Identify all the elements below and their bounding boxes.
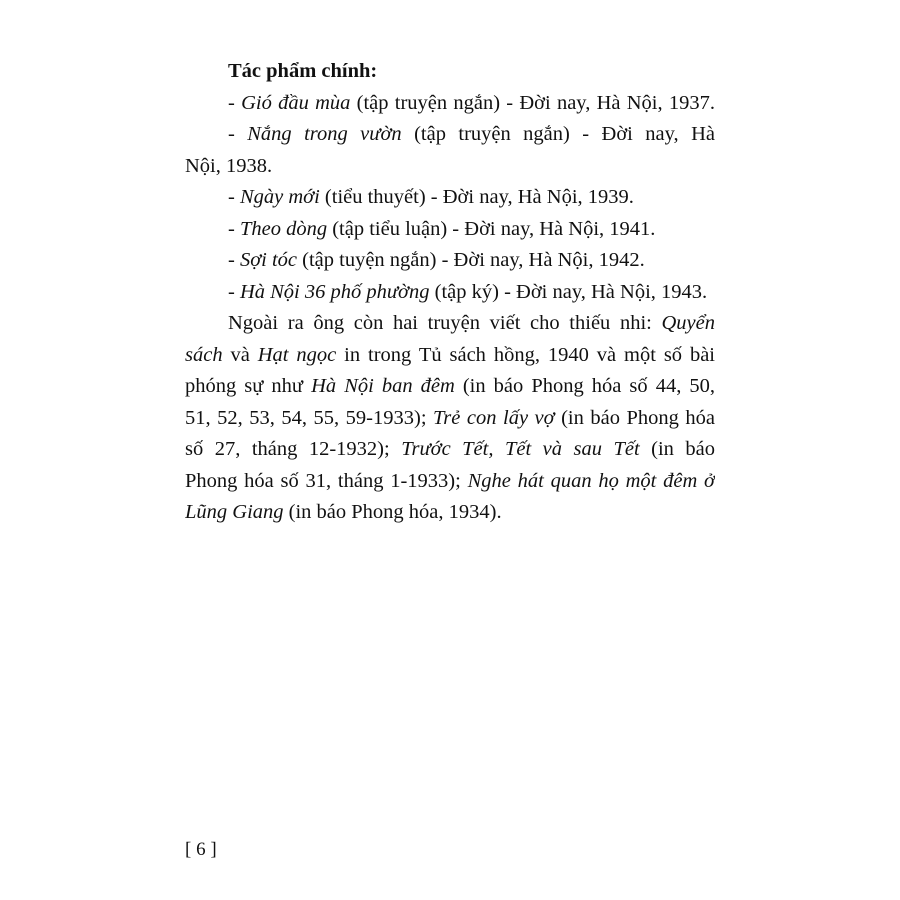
paragraph-line <box>185 434 715 466</box>
book-title: sách <box>185 343 223 366</box>
paragraph-text: 51, 52, 53, 54, 55, 59-1933); <box>185 406 434 429</box>
work-prefix: - <box>228 186 240 208</box>
work-item <box>185 182 715 214</box>
paragraph-text: (in báo Phong hóa, 1934). <box>283 501 502 523</box>
reportage-title: Nghe hát quan họ một đêm ở <box>467 469 715 492</box>
work-title: Nắng trong vườn <box>247 123 402 145</box>
paragraph-text: và <box>222 343 258 366</box>
paragraph-text: Ngoài ra ông còn hai truyện viết cho thiếu nhi: <box>228 312 662 334</box>
work-title: Sợi tóc <box>239 249 298 271</box>
work-item <box>185 245 715 277</box>
paragraph-text: phóng sự như <box>185 375 312 397</box>
work-item <box>185 119 715 151</box>
section-heading: Tác phẩm chính: <box>228 60 378 82</box>
work-details: (tập truyện ngắn) - Đời nay, Hà Nội, 1937. <box>350 91 715 114</box>
book-title: Quyển <box>661 312 715 334</box>
reportage-title: Trước Tết, Tết và sau Tết <box>401 438 640 460</box>
paragraph-text: (in báo Phong hóa <box>554 406 715 429</box>
paragraph-text: (in báo <box>639 438 715 460</box>
reportage-title: Trẻ con lấy vợ <box>433 406 555 429</box>
work-title: Theo dòng <box>239 217 328 240</box>
work-title: Hà Nội 36 phố phường <box>239 280 430 303</box>
work-item <box>185 88 715 120</box>
work-prefix: - <box>228 280 240 303</box>
work-prefix: - <box>228 249 240 271</box>
work-details: (tập ký) - Đời nay, Hà Nội, 1943. <box>429 280 708 303</box>
paragraph-line <box>185 466 715 498</box>
paragraph-text: số 27, tháng 12-1932); <box>185 438 402 460</box>
paragraph-line <box>185 497 715 529</box>
page-number: [ 6 ] <box>185 839 217 860</box>
paragraph-line <box>185 308 715 340</box>
work-title: Ngày mới <box>239 186 320 208</box>
work-item <box>185 214 715 246</box>
paragraph-text: Phong hóa số 31, tháng 1-1933); <box>185 469 468 492</box>
reportage-title: Hà Nội ban đêm <box>311 375 455 397</box>
paragraph-text: (in báo Phong hóa số 44, 50, <box>454 375 715 397</box>
work-title: Gió đầu mùa <box>241 91 351 114</box>
paragraph-line <box>185 403 715 435</box>
paragraph-line <box>185 371 715 403</box>
work-prefix: - <box>228 123 248 145</box>
work-details: (tập truyện ngắn) - Đời nay, Hà <box>401 123 715 145</box>
work-prefix: - <box>228 217 240 240</box>
paragraph-text: in trong Tủ sách hồng, 1940 và một số bài <box>336 343 715 366</box>
work-details: (tập tuyện ngắn) - Đời nay, Hà Nội, 1942. <box>297 249 645 271</box>
book-title: Hạt ngọc <box>257 343 337 366</box>
reportage-title: Lũng Giang <box>185 501 284 523</box>
paragraph-line <box>185 340 715 372</box>
work-details: (tập tiểu luận) - Đời nay, Hà Nội, 1941. <box>327 217 656 240</box>
text-block <box>185 56 715 529</box>
work-prefix: - <box>228 91 242 114</box>
work-item <box>185 277 715 309</box>
work-item-continuation: Nội, 1938. <box>185 154 273 177</box>
work-details: (tiểu thuyết) - Đời nay, Hà Nội, 1939. <box>319 186 634 208</box>
